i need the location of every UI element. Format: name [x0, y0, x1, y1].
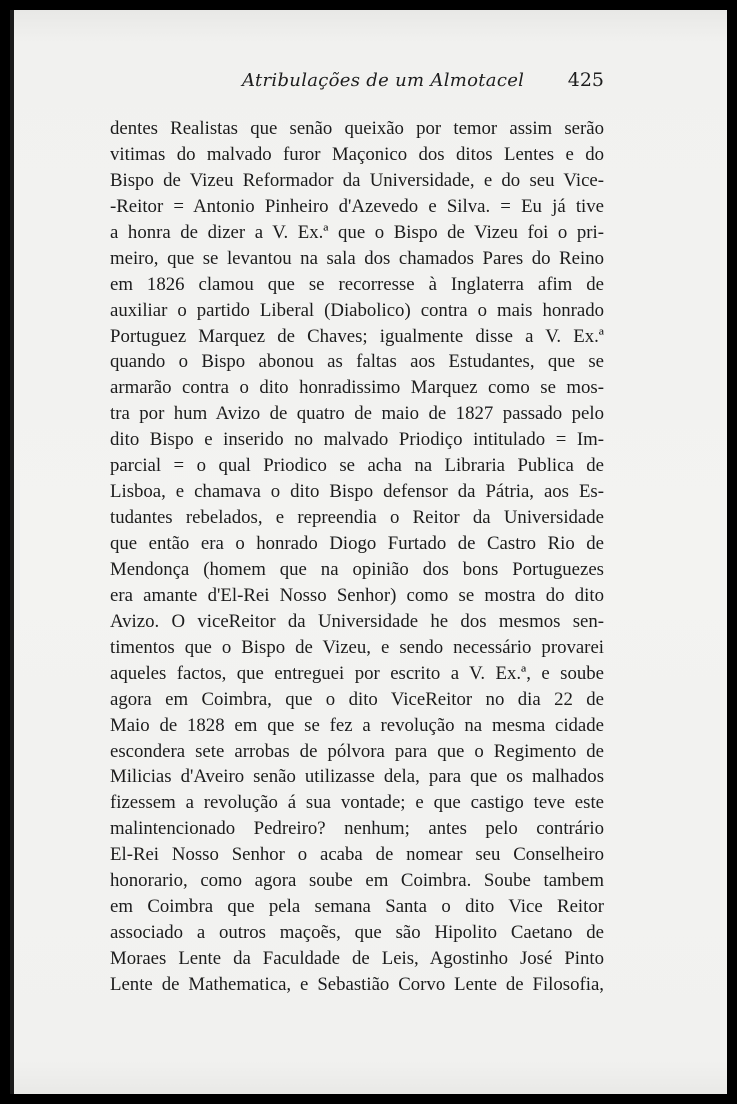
page-header	[110, 70, 604, 100]
text-line: fizessem a revolução á sua vontade; e que castigo teve este	[110, 792, 604, 814]
text-line: Bispo de Vizeu Reformador da Universidade, e do seu Vice-	[110, 169, 604, 191]
body-text	[110, 116, 604, 998]
text-line: auxiliar o partido Liberal (Diabolico) contra o mais honrado	[110, 299, 604, 321]
text-line: armarão contra o dito honradissimo Marquez como se mos-	[110, 377, 604, 399]
text-line: Moraes Lente da Faculdade de Leis, Agostinho José Pinto	[110, 948, 604, 969]
text-line: meiro, que se levantou na sala dos chamados Pares do Reino	[110, 247, 604, 269]
text-line: em Coimbra que pela semana Santa o dito Vice Reitor	[110, 896, 604, 918]
text-line: timentos que o Bispo de Vizeu, e sendo necessário provarei	[110, 636, 604, 658]
text-line: malintencionado Pedreiro? nenhum; antes pelo contrário	[110, 818, 604, 840]
text-line: Lente de Mathematica, e Sebastião Corvo Lente de Filosofia,	[110, 973, 604, 995]
text-line: Maio de 1828 em que se fez a revolução na mesma cidade	[110, 714, 604, 736]
text-line: El-Rei Nosso Senhor o acaba de nomear seu Conselheiro	[110, 844, 604, 866]
text-line: Lisboa, e chamava o dito Bispo defensor da Pátria, aos Es-	[110, 481, 604, 503]
text-line: escondera sete arrobas de pólvora para que o Regimento de	[110, 740, 604, 762]
page-number: 425	[567, 69, 604, 91]
text-line: Portuguez Marquez de Chaves; igualmente disse a V. Ex.ª	[110, 325, 604, 347]
text-line: tra por hum Avizo de quatro de maio de 1827 passado pelo	[110, 403, 604, 425]
text-line: Avizo. O viceReitor da Universidade he dos mesmos sen-	[110, 610, 604, 632]
text-line: aqueles factos, que entreguei por escrito a V. Ex.ª, e soube	[110, 662, 604, 684]
text-line: em 1826 clamou que se recorresse à Inglaterra afim de	[110, 273, 604, 295]
text-line: que então era o honrado Diogo Furtado de Castro Rio de	[110, 533, 604, 554]
text-line: dentes Realistas que senão queixão por temor assim serão	[110, 118, 604, 139]
text-line: dito Bispo e inserido no malvado Priodiço intitulado = Im-	[110, 429, 604, 451]
text-line: -Reitor = Antonio Pinheiro d'Azevedo e Silva. = Eu já tive	[110, 195, 604, 217]
text-line: agora em Coimbra, que o dito ViceReitor no dia 22 de	[110, 688, 604, 710]
text-line: honorario, como agora soube em Coimbra. Soube tambem	[110, 870, 604, 892]
text-line: era amante d'El-Rei Nosso Senhor) como se mostra do dito	[110, 584, 604, 606]
text-line: vitimas do malvado furor Maçonico dos ditos Lentes e do	[110, 143, 604, 165]
text-line: associado a outros maçoẽs, que são Hipolito Caetano de	[110, 922, 604, 944]
text-line: a honra de dizer a V. Ex.ª que o Bispo de Vizeu foi o pri-	[110, 221, 604, 243]
text-line: Mendonça (homem que na opinião dos bons Portuguezes	[110, 558, 604, 580]
text-line: tudantes rebelados, e repreendia o Reitor da Universidade	[110, 507, 604, 529]
text-line: Milicias d'Aveiro senão utilizasse dela, para que os malhados	[110, 766, 604, 788]
book-page	[14, 10, 727, 1094]
text-line: quando o Bispo abonou as faltas aos Estudantes, que se	[110, 351, 604, 373]
text-line: parcial = o qual Priodico se acha na Libraria Publica de	[110, 455, 604, 477]
running-title: Atribulações de um Almotacel	[242, 70, 525, 91]
